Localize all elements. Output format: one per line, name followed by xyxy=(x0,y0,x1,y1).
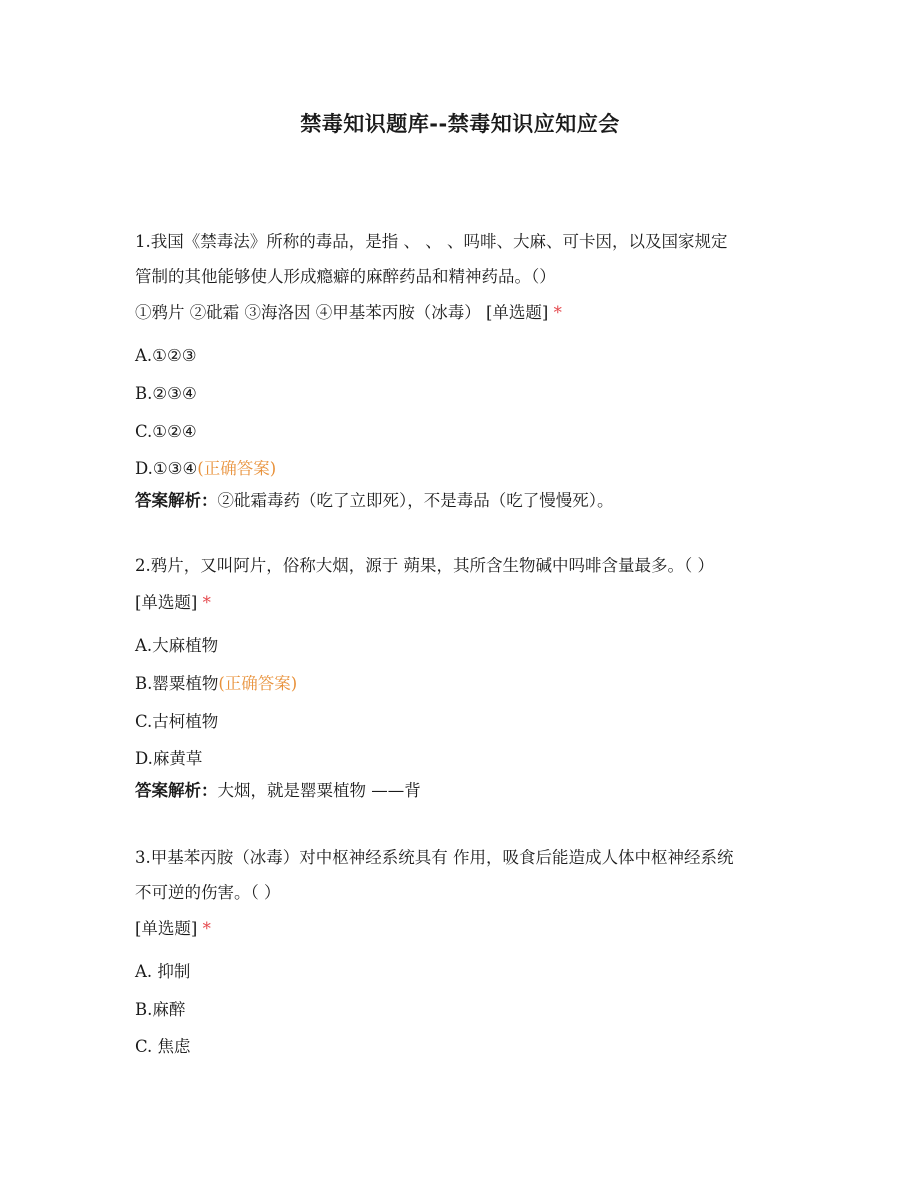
required-star: * xyxy=(202,593,211,612)
correct-answer-mark: (正确答案) xyxy=(218,674,298,693)
question-2-option-a: A.大麻植物 xyxy=(135,636,219,655)
question-1-option-d xyxy=(135,456,276,482)
question-1-option-c: C.①②④ xyxy=(135,422,197,441)
question-2-option-b-text: B.罂粟植物 xyxy=(135,674,219,693)
document-title: 禁毒知识题库--禁毒知识应知应会 xyxy=(300,112,620,136)
question-2-option-d: D.麻黄草 xyxy=(135,749,203,768)
question-1-text-line-2: 管制的其他能够使人形成瘾癖的麻醉药品和精神药品。（） xyxy=(135,267,556,286)
question-1-choices-and-type: ①鸦片 ②砒霜 ③海洛因 ④甲基苯丙胺（冰毒） [单选题] xyxy=(135,303,549,322)
question-3-text-line-3 xyxy=(135,916,211,942)
question-3-type: [单选题] xyxy=(135,919,198,938)
question-1-text-line-1: 1.我国《禁毒法》所称的毒品，是指 、 、 、吗啡、大麻、可卡因，以及国家规定 xyxy=(135,232,728,251)
question-2-option-c: C.古柯植物 xyxy=(135,712,219,731)
correct-answer-mark: (正确答案) xyxy=(197,459,277,478)
analysis-text: ②砒霜毒药（吃了立即死），不是毒品（吃了慢慢死）。 xyxy=(217,491,614,510)
question-1-option-a: A.①②③ xyxy=(135,346,197,365)
analysis-label: 答案解析： xyxy=(135,781,218,800)
question-3-text-line-2: 不可逆的伤害。（ ） xyxy=(135,883,281,902)
question-3-option-c: C. 焦虑 xyxy=(135,1037,191,1056)
question-2-type: [单选题] xyxy=(135,593,198,612)
question-2-option-b xyxy=(135,671,297,697)
question-3-option-a: A. 抑制 xyxy=(135,962,191,981)
required-star: * xyxy=(202,919,211,938)
required-star: * xyxy=(553,303,562,322)
analysis-text: 大烟，就是罂粟植物 ——背 xyxy=(217,781,421,800)
analysis-label: 答案解析： xyxy=(135,491,218,510)
question-1-option-d-text: D.①③④ xyxy=(135,459,198,478)
question-1-option-b: B.②③④ xyxy=(135,384,197,403)
question-3-text-line-1: 3.甲基苯丙胺（冰毒）对中枢神经系统具有 作用，吸食后能造成人体中枢神经系统 xyxy=(135,848,734,867)
question-1-analysis xyxy=(135,488,614,514)
question-3-option-b: B.麻醉 xyxy=(135,1000,186,1019)
question-2-text-line-2 xyxy=(135,590,211,616)
question-2-analysis xyxy=(135,778,421,804)
question-2-text-line-1: 2.鸦片，又叫阿片，俗称大烟，源于 蒴果，其所含生物碱中吗啡含量最多。（ ） xyxy=(135,556,714,575)
question-1-text-line-3 xyxy=(135,300,562,326)
